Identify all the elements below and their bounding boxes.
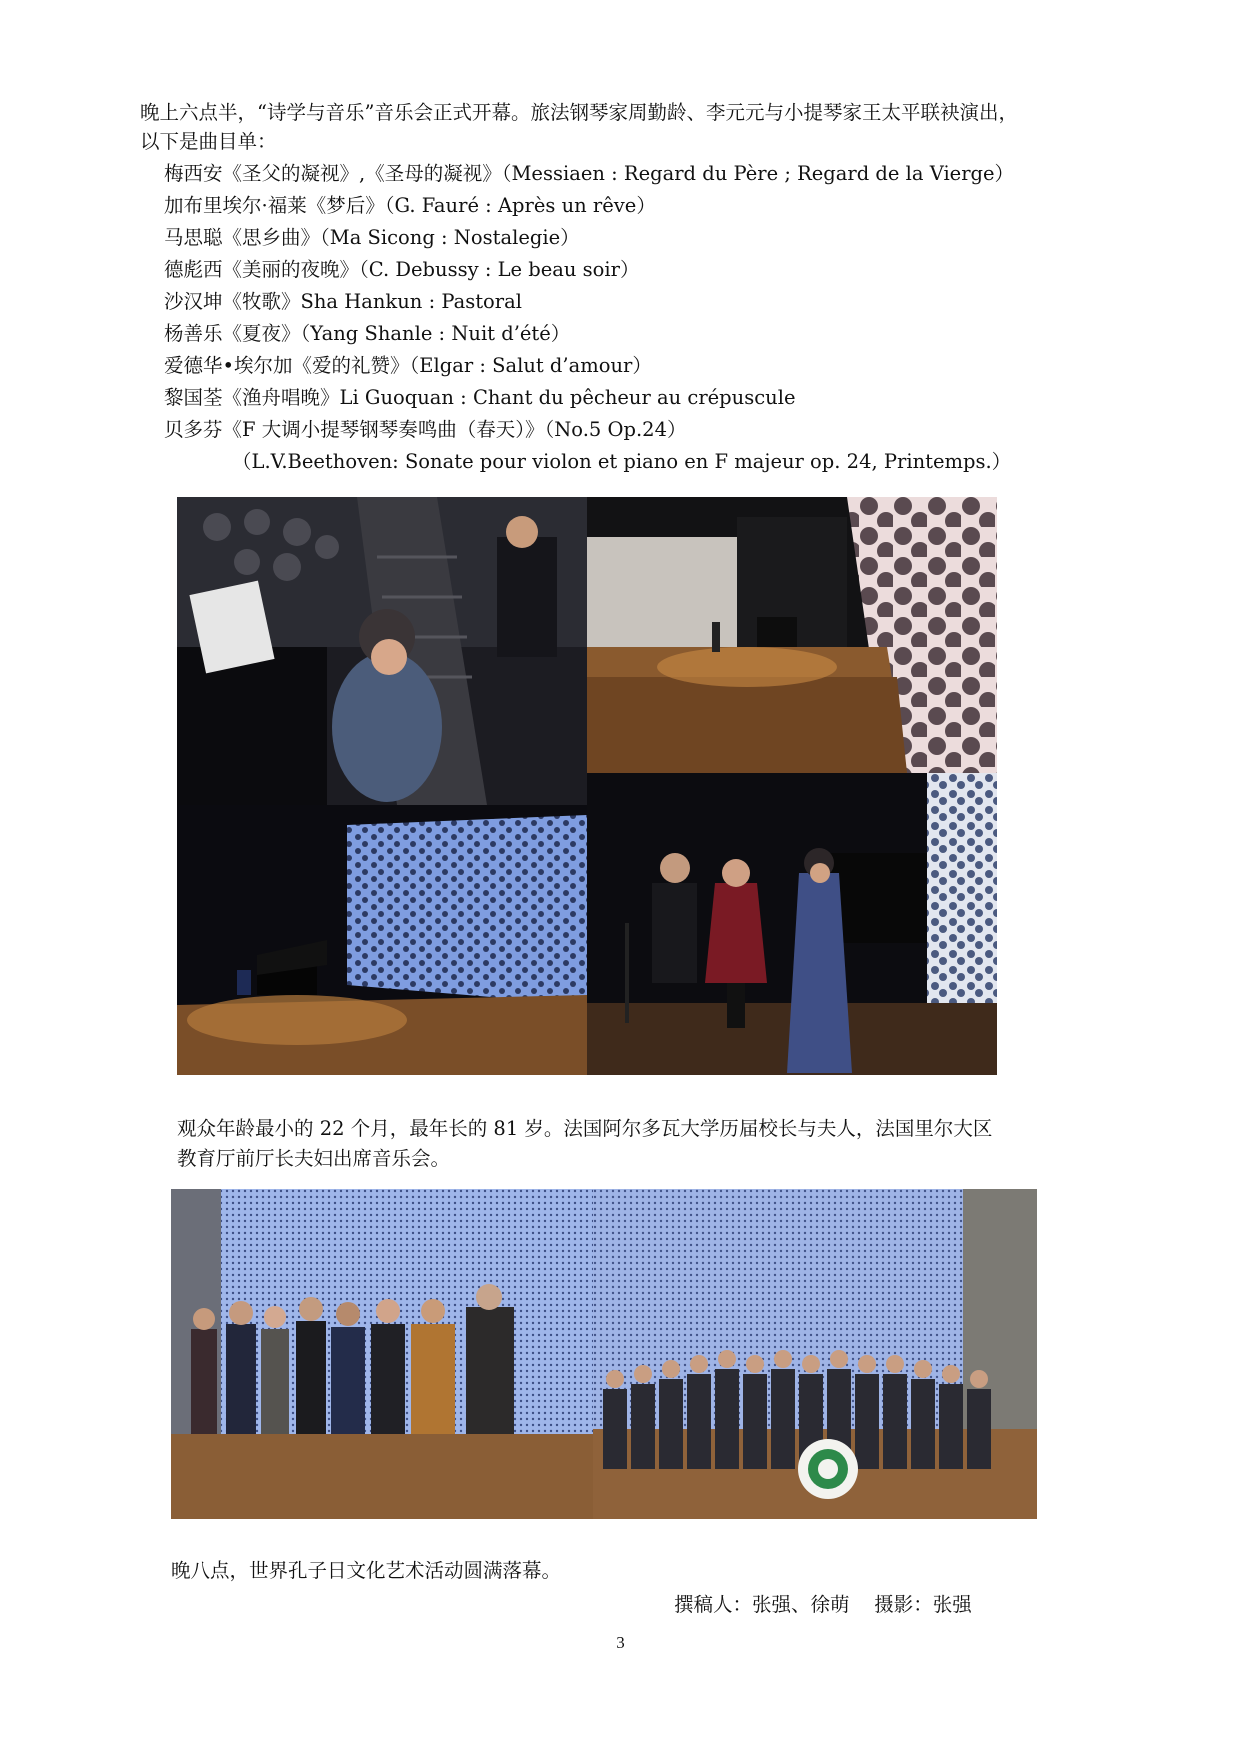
closing-text: 晚八点，世界孔子日文化艺术活动圆满落幕。 [171, 1559, 562, 1582]
photo-group-all [593, 1189, 1037, 1519]
audience-line-2: 教育厅前厅长夫妇出席音乐会。 [177, 1147, 451, 1170]
intro-line-1: 晚上六点半，“诗学与音乐”音乐会正式开幕。旅法钢琴家周勤龄、李元元与小提琴家王太平联袂演出， [140, 101, 1018, 124]
program-item: 梅西安《圣父的凝视》,《圣母的凝视》（Messiaen : Regard du Père ; Regard de la Vierge） [164, 162, 1015, 185]
program-item: 爱德华•埃尔加《爱的礼赞》（Elgar : Salut d’amour） [164, 354, 652, 377]
program-item-detail: （L.V.Beethoven: Sonate pour violon et piano en F majeur op. 24, Printemps.） [232, 450, 1012, 473]
photo-performers-bow [587, 773, 997, 1075]
program-item: 贝多芬《F 大调小提琴钢琴奏鸣曲（春天）》（No.5 Op.24） [164, 418, 687, 441]
program-item: 沙汉坤《牧歌》Sha Hankun : Pastoral [164, 290, 522, 313]
page-number: 3 [616, 1633, 625, 1652]
photo-stage-wide [587, 497, 997, 773]
credits-text: 撰稿人：张强、徐萌 摄影：张强 [674, 1593, 972, 1616]
photo-piano-solo [177, 805, 587, 1075]
program-item: 马思聪《思乡曲》（Ma Sicong : Nostalegie） [164, 226, 580, 249]
program-item: 黎国荃《渔舟唱晚》Li Guoquan : Chant du pêcheur au crépuscule [164, 386, 796, 409]
intro-line-2: 以下是曲目单： [140, 130, 277, 153]
photo-pianist-violinist [177, 497, 587, 805]
audience-line-1: 观众年龄最小的 22 个月，最年长的 81 岁。法国阿尔多瓦大学历届校长与夫人，法国里尔大区 [177, 1117, 993, 1140]
program-item: 杨善乐《夏夜》（Yang Shanle : Nuit d’été） [164, 322, 571, 345]
program-item: 加布里埃尔·福莱《梦后》（G. Fauré : Après un rêve） [164, 194, 656, 217]
photo-group-guests [171, 1189, 593, 1519]
program-item: 德彪西《美丽的夜晚》（C. Debussy : Le beau soir） [164, 258, 640, 281]
